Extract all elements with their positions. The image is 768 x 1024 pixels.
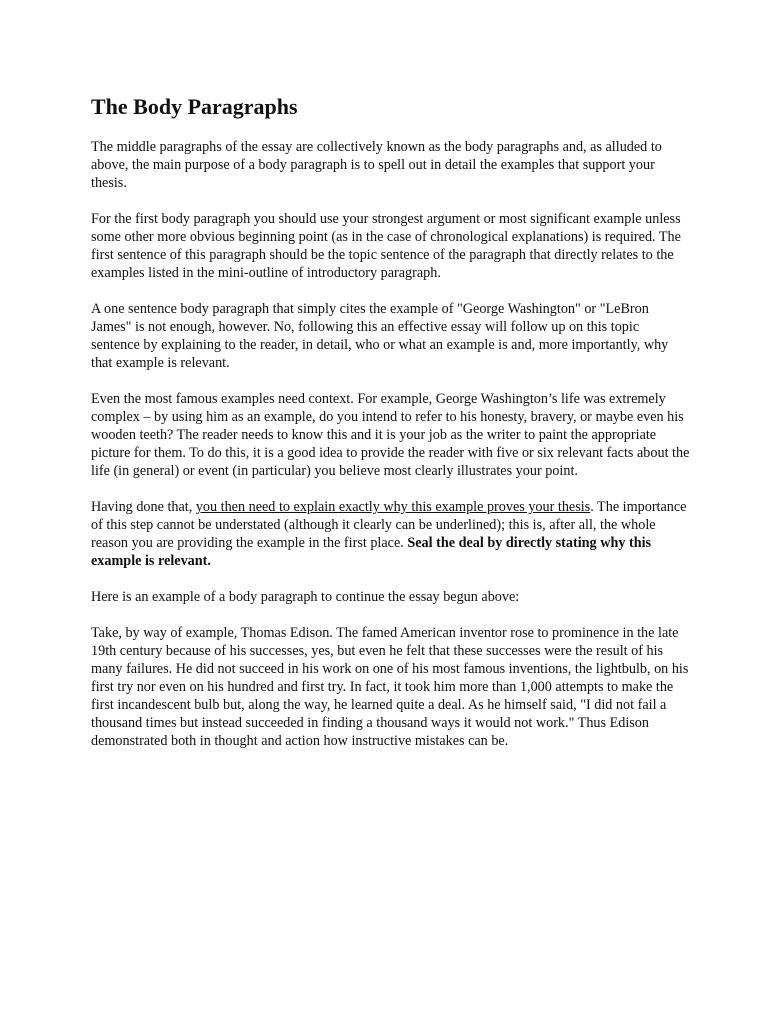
paragraph-explain	[91, 498, 691, 570]
explain-bold-text: Seal the deal by directly stating why this example is relevant.	[91, 535, 652, 569]
explain-underlined-text: you then need to explain exactly why this example proves your thesis	[195, 499, 591, 515]
paragraph-edison-example: Take, by way of example, Thomas Edison. The famed American inventor rose to prominence in the late 19th century because of his successes, yes, but even he felt that these successes were the result of his many failures. He did not succeed in his work on one of his most famous inventions, the lightbulb, on his first try nor even on his hundred and first try. In fact, it took him more than 1,000 attempts to make the first incandescent bulb but, along the way, he learned quite a deal. As he himself said, "I did not fail a thousand times but instead succeeded in finding a thousand ways it would not work." Thus Edison demonstrated both in thought and action how instructive mistakes can be.	[91, 625, 689, 749]
paragraph-first-body: For the first body paragraph you should use your strongest argument or most significant example unless some other more obvious beginning point (as in the case of chronological explanations) is required. The first sentence of this paragraph should be the topic sentence of the paragraph that directly relates to the examples listed in the mini-outline of introductory paragraph.	[91, 211, 681, 281]
explain-intro-text: Having done that,	[91, 499, 196, 515]
explain-middle-text: . The importance of this step cannot be understated (although it clearly can be underlined); this is, after all, the whole reason you are providing the example in the first place.	[91, 499, 687, 551]
page-title: The Body Paragraphs	[91, 94, 298, 119]
paragraph-intro: The middle paragraphs of the essay are collectively known as the body paragraphs and, as alluded to above, the main purpose of a body paragraph is to spell out in detail the examples that support your thesis.	[91, 139, 662, 191]
paragraph-example-lead: Here is an example of a body paragraph to continue the essay begun above:	[91, 589, 520, 605]
document-page	[91, 92, 691, 768]
paragraph-one-sentence: A one sentence body paragraph that simply cites the example of "George Washington" or "LeBron James" is not enough, however. No, following this an effective essay will follow up on this topic sentence by explaining to the reader, in detail, who or what an example is and, more importantly, why that example is relevant.	[91, 301, 669, 371]
paragraph-context: Even the most famous examples need context. For example, George Washington’s life was extremely complex – by using him as an example, do you intend to refer to his honesty, bravery, or maybe even his wooden teeth? The reader needs to know this and it is your job as the writer to paint the appropriate picture for them. To do this, it is a good idea to provide the reader with five or six relevant facts about the life (in general) or event (in particular) you believe most clearly illustrates your point.	[91, 391, 690, 479]
